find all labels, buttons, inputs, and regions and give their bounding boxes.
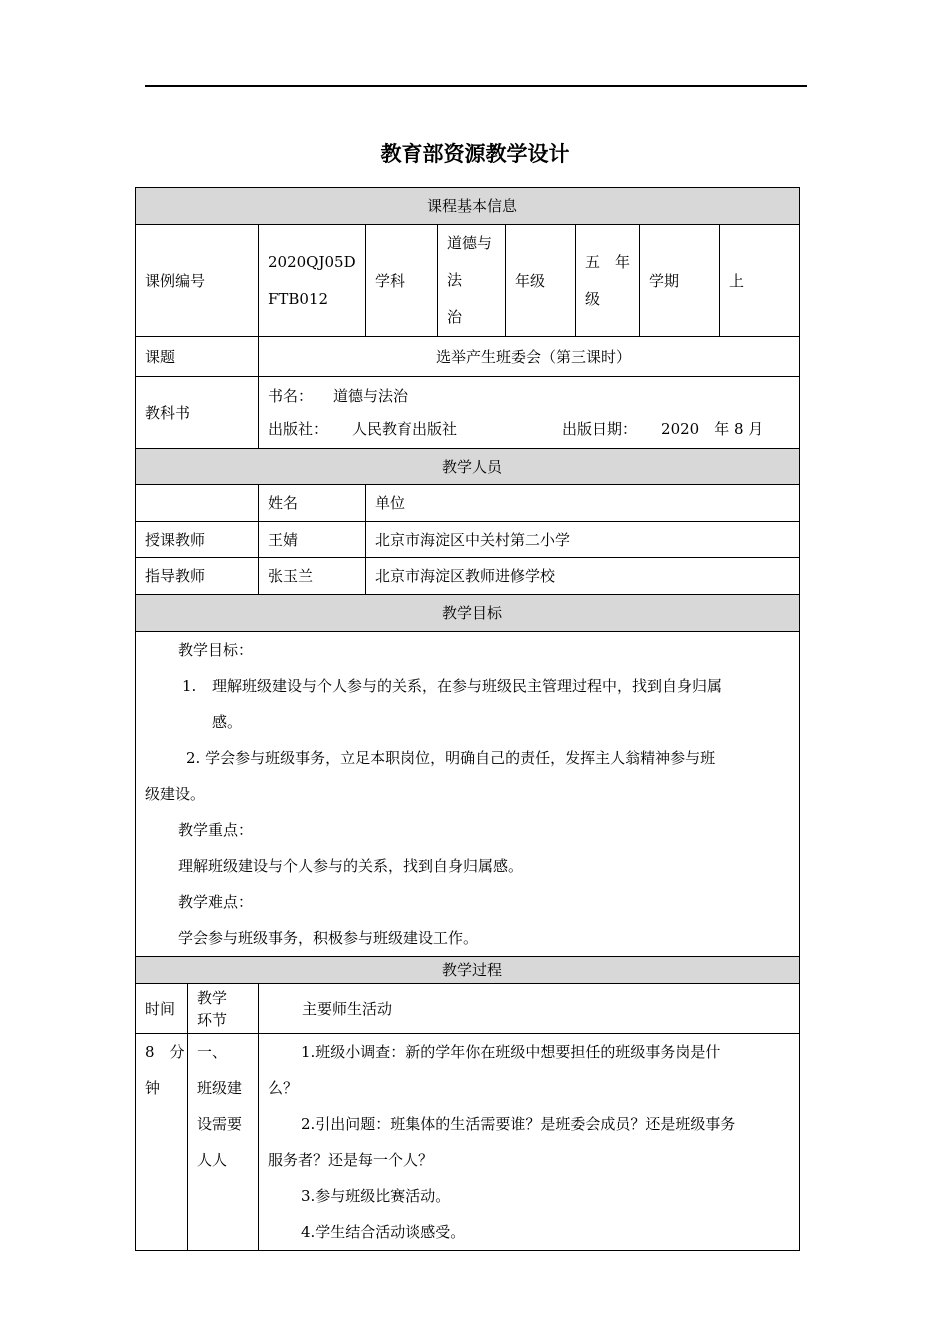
- stage-header-line1: 教学: [197, 988, 228, 1007]
- textbook-label: 教科书: [136, 377, 259, 449]
- activity2-line1: 2.引出问题：班集体的生活需要谁？是班委会成员？还是班级事务: [301, 1115, 736, 1133]
- header-rule: [145, 85, 807, 87]
- staff-header-blank: [136, 485, 259, 522]
- activity1-line2: 么？: [268, 1079, 299, 1097]
- activity4: 4.学生结合活动谈感受。: [301, 1223, 466, 1241]
- activity1-line1: 1.班级小调查：新的学年你在班级中想要担任的班级事务岗是什: [301, 1043, 721, 1061]
- process-col-time: 时间: [136, 984, 188, 1034]
- key-heading: 教学重点：: [178, 821, 254, 839]
- pub-date-label: 出版日期：: [562, 419, 638, 438]
- goal2-line2: 级建设。: [145, 785, 206, 803]
- staff-unit: 北京市海淀区教师进修学校: [366, 558, 800, 595]
- goal1-num: 1.: [182, 677, 197, 695]
- grade-value: [576, 225, 640, 337]
- section-basic-info: 课程基本信息: [136, 188, 800, 225]
- staff-role: 指导教师: [136, 558, 259, 595]
- case-no-label: 课例编号: [136, 225, 259, 337]
- section-process: 教学过程: [136, 957, 800, 984]
- case-no-value: [259, 225, 366, 337]
- activity2-line2: 服务者？还是每一个人？: [268, 1151, 434, 1169]
- process-time: [136, 1034, 188, 1251]
- subject-line1: 道德与法: [447, 234, 493, 289]
- stage-line1: 一、: [197, 1043, 228, 1061]
- publisher-row: [268, 413, 799, 446]
- section-goals: 教学目标: [136, 595, 800, 632]
- lesson-plan-table: [135, 187, 800, 1251]
- case-no-line1: 2020QJ05D: [268, 252, 356, 271]
- stage-line3: 设需要: [197, 1115, 243, 1133]
- grade-line1: 五 年: [585, 252, 631, 271]
- goal2-line1: 2. 学会参与班级事务，立足本职岗位，明确自己的责任，发挥主人翁精神参与班: [186, 749, 716, 767]
- subject-label: 学科: [366, 225, 438, 337]
- table-row: [136, 522, 800, 558]
- grade-line2: 级: [585, 289, 601, 308]
- goal1-line2: 感。: [212, 713, 243, 731]
- diff-heading: 教学难点：: [178, 893, 254, 911]
- book-name-row: [268, 380, 799, 413]
- table-row: [136, 558, 800, 595]
- time-line1: 8 分: [145, 1043, 185, 1061]
- key-text: 理解班级建设与个人参与的关系，找到自身归属感。: [178, 857, 524, 875]
- goal1-line1: [145, 668, 799, 704]
- staff-name: 王婧: [259, 522, 366, 558]
- goal1-text: 理解班级建设与个人参与的关系，在参与班级民主管理过程中，找到自身归属: [212, 677, 723, 695]
- book-name-label: 书名：: [268, 386, 314, 405]
- process-col-stage: [188, 984, 259, 1034]
- activity-header: 主要师生活动: [302, 999, 393, 1018]
- diff-text: 学会参与班级事务，积极参与班级建设工作。: [178, 929, 479, 947]
- subject-value: [438, 225, 506, 337]
- publisher-label: 出版社：: [268, 419, 329, 438]
- staff-role: 授课教师: [136, 522, 259, 558]
- book-name-value: 道德与法治: [333, 386, 409, 405]
- term-value: 上: [720, 225, 800, 337]
- process-col-activity: [259, 984, 800, 1034]
- staff-unit: 北京市海淀区中关村第二小学: [366, 522, 800, 558]
- term-label: 学期: [640, 225, 720, 337]
- goals-content: [136, 632, 800, 957]
- grade-label: 年级: [506, 225, 576, 337]
- process-activities: [259, 1034, 800, 1251]
- activity3: 3.参与班级比赛活动。: [301, 1187, 451, 1205]
- table-row: [136, 1034, 800, 1251]
- section-staff: 教学人员: [136, 449, 800, 485]
- publisher-value: 人民教育出版社: [352, 419, 458, 438]
- time-line2: 钟: [145, 1079, 161, 1097]
- stage-line4: 人人: [197, 1151, 228, 1169]
- subject-line2: 治: [447, 308, 463, 326]
- stage-header-line2: 环节: [197, 1010, 228, 1029]
- topic-label: 课题: [136, 337, 259, 377]
- topic-value: 选举产生班委会（第三课时）: [259, 337, 800, 377]
- goal-heading: 教学目标：: [178, 641, 254, 659]
- document-title: 教育部资源教学设计: [380, 142, 570, 166]
- process-stage: [188, 1034, 259, 1251]
- staff-name: 张玉兰: [259, 558, 366, 595]
- textbook-info: [259, 377, 800, 449]
- staff-col-unit: 单位: [366, 485, 800, 522]
- case-no-line2: FTB012: [268, 289, 329, 308]
- stage-line2: 班级建: [197, 1079, 243, 1097]
- pub-date-value: 2020 年 8 月: [661, 419, 764, 438]
- staff-col-name: 姓名: [259, 485, 366, 522]
